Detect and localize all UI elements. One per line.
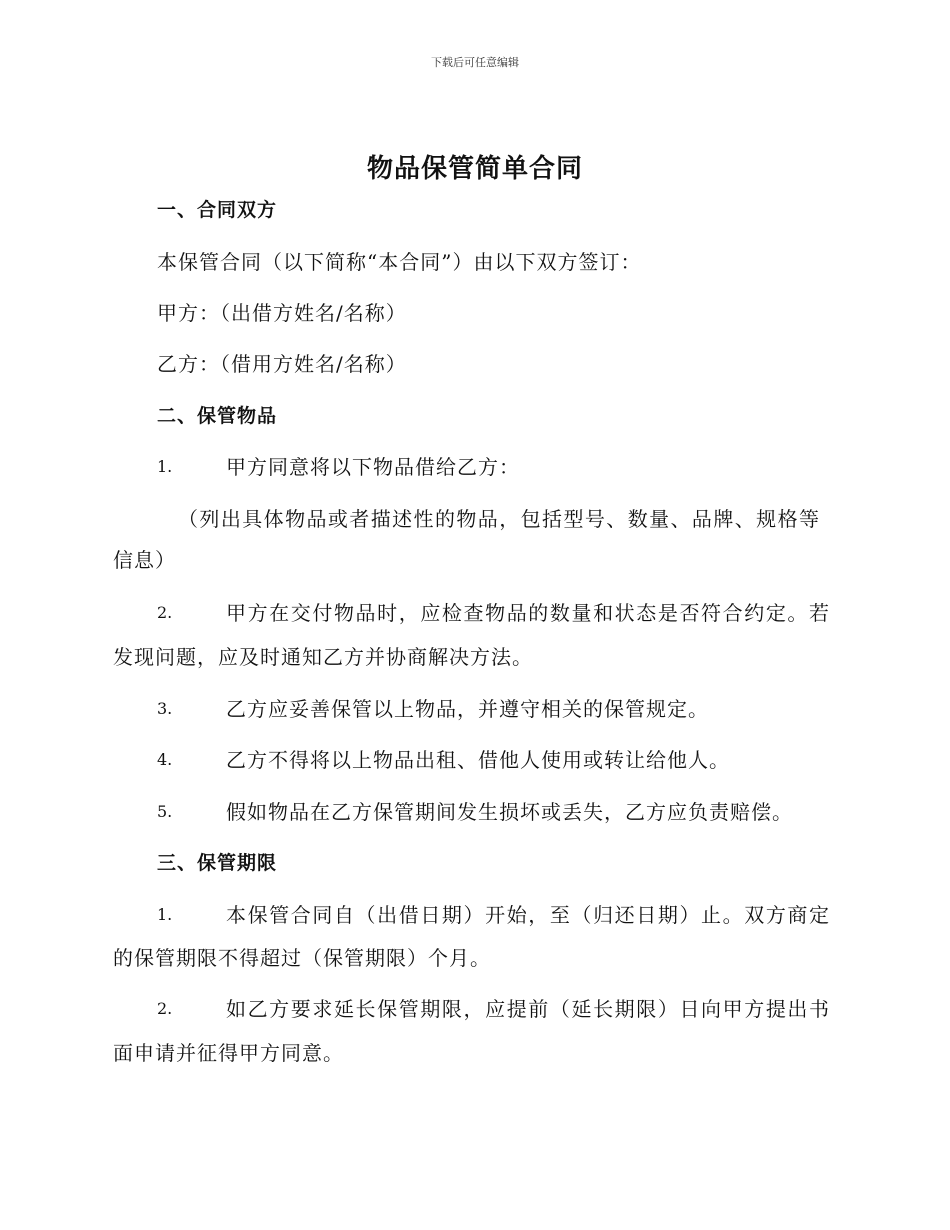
item-number: 4. xyxy=(157,750,173,769)
item-number: 2. xyxy=(157,999,173,1018)
section-heading-term: 三、保管期限 xyxy=(157,852,278,874)
item-number: 3. xyxy=(157,699,173,718)
item-number: 2. xyxy=(157,603,173,622)
item-number: 1. xyxy=(157,905,173,924)
section-heading-items: 二、保管物品 xyxy=(157,405,278,427)
item-text-line1: 甲方在交付物品时，应检查物品的数量和状态是否符合约定。若 xyxy=(226,601,830,625)
item-text-line1: 如乙方要求延长保管期限，应提前（延长期限）日向甲方提出书 xyxy=(226,997,830,1021)
item-text-line2: 的保管期限不得超过（保管期限）个月。 xyxy=(113,946,491,970)
item-text: 甲方同意将以下物品借给乙方： xyxy=(226,455,520,479)
section-heading-parties: 一、合同双方 xyxy=(157,199,278,221)
item-number: 1. xyxy=(157,457,173,476)
item-number: 5. xyxy=(157,802,173,821)
item-description-line1: （列出具体物品或者描述性的物品，包括型号、数量、品牌、规格等 xyxy=(178,507,820,531)
item-text-line2: 发现问题，应及时通知乙方并协商解决方法。 xyxy=(113,645,533,669)
item-text: 乙方应妥善保管以上物品，并遵守相关的保管规定。 xyxy=(226,697,709,721)
document-title: 物品保管简单合同 xyxy=(366,154,583,184)
item-text: 假如物品在乙方保管期间发生损坏或丢失，乙方应负责赔偿。 xyxy=(226,800,793,824)
party-a-line: 甲方：（出借方姓名/名称） xyxy=(157,301,407,325)
item-text-line1: 本保管合同自（出借日期）开始，至（归还日期）止。双方商定 xyxy=(226,903,830,927)
item-text: 乙方不得将以上物品出租、借他人使用或转让给他人。 xyxy=(226,748,730,772)
page-header: 下载后可任意编辑 xyxy=(431,56,519,69)
party-b-line: 乙方：（借用方姓名/名称） xyxy=(157,352,407,376)
item-text-line2: 面申请并征得甲方同意。 xyxy=(113,1041,344,1065)
paragraph-intro: 本保管合同（以下简称“本合同”）由以下双方签订： xyxy=(157,250,642,274)
item-description-line2: 信息） xyxy=(113,548,176,572)
